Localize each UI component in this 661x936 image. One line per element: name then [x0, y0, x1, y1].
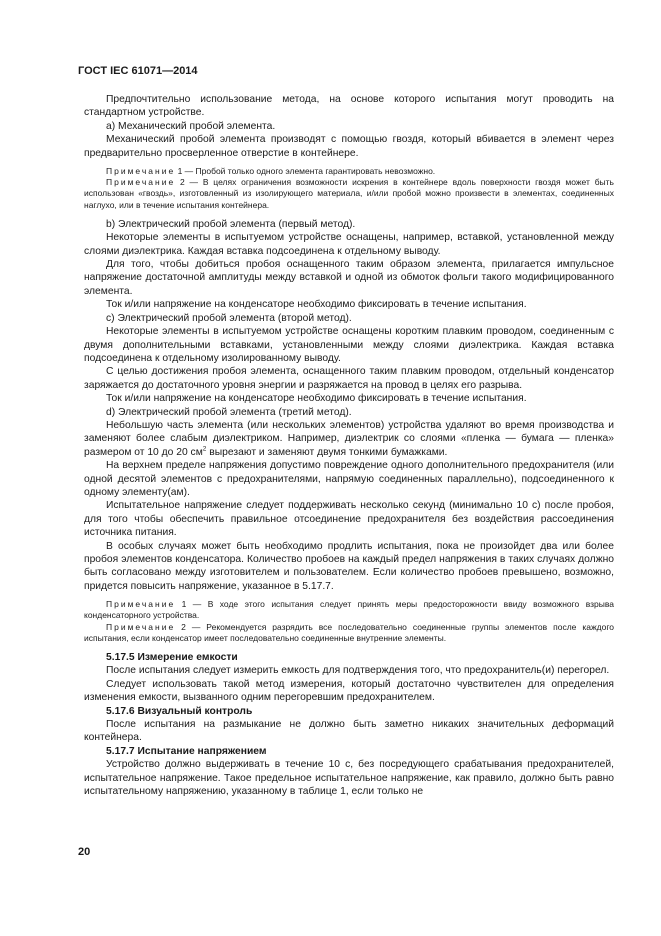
paragraph: На верхнем пределе напряжения допустимо повреждение одного дополнительного предохранителя (или одной десятой элементов с предохранителями, напрямую соединенных параллельно), подсоединенного к одному элементу(ам).: [84, 460, 614, 498]
note-prefix: Примечание: [106, 177, 176, 188]
paragraph: Следует использовать такой метод измерения, который достаточно чувствителен для определения изменения емкости, вызванного одним перегоревшим предохранителем.: [84, 678, 614, 704]
list-item-a: a) Механический пробой элемента.: [106, 120, 276, 132]
note-text: 1 — Пробой только одного элемента гарантировать невозможно.: [175, 166, 436, 177]
document-body: [84, 93, 614, 799]
paragraph-text: Небольшую часть элемента (или нескольких элементов) устройства удаляют во время производства и заменяют более слабым диэлектриком. Например, диэлектрик со слоями «пленка — бумага — пленка» размером от 10 до 20 см: [84, 419, 614, 458]
paragraph: Испытательное напряжение следует поддерживать несколько секунд (минимально 10 с) после пробоя, для того чтобы обеспечить правильное отсоединение предохранителя без воздействия рассоединения источника питания.: [84, 500, 614, 539]
note-text: 1 — В ходе этого испытания следует принять меры предосторожности ввиду возможного взрыва конденсаторного устройства.: [84, 599, 614, 621]
paragraph: Некоторые элементы в испытуемом устройстве оснащены, например, вставкой, установленной между слоями диэлектрика. Каждая вставка подсоединена к отдельному выводу.: [84, 232, 614, 257]
section-heading: 5.17.7 Испытание напряжением: [106, 745, 267, 757]
note-2: [84, 177, 614, 211]
paragraph: Предпочтительно использование метода, на основе которого испытания могут проводить на стандартном устройстве.: [84, 94, 614, 119]
paragraph: После испытания следует измерить емкость для подтверждения того, что предохранитель(и) перегорел.: [106, 665, 610, 677]
paragraph: После испытания на размыкание не должно быть заметно никаких значительных деформаций контейнера.: [84, 719, 614, 744]
note-1: [84, 166, 614, 177]
list-item-b: b) Электрический пробой элемента (первый метод).: [106, 218, 356, 230]
section-heading: 5.17.5 Измерение емкости: [106, 652, 238, 664]
paragraph: [84, 419, 614, 459]
section-heading: 5.17.6 Визуальный контроль: [106, 705, 253, 717]
paragraph: В особых случаях может быть необходимо продлить испытания, пока не произойдет два или более пробоя элементов конденсатора. Количество пробоев на каждый предел напряжения в таких случаях должно быть согласовано между изготовителем и пользователем. Если количество пробоев превышено, возможно, придется повысить напряжение, указанное в 5.17.7.: [84, 540, 614, 592]
paragraph: С целью достижения пробоя элемента, оснащенного таким плавким проводом, отдельный конденсатор заряжается до достаточного уровня энергии и разряжается на провод в целях его разрыва.: [84, 366, 614, 391]
note-text: 2 — В целях ограничения возможности искрения в контейнере вдоль поверхности гвоздя может быть использован «гвоздь», изготовленный из изолирующего материала, и/или пробой можно произвести в элементах, соединенных наглухо, или в течение испытания контейнера.: [84, 177, 614, 210]
note-text: 2 — Рекомендуется разрядить все последовательно соединенные группы элементов после каждого испытания, если конденсатор имеет последовательно соединенные внутренние элементы.: [84, 621, 614, 643]
document-header: ГОСТ IEC 61071—2014: [78, 65, 198, 77]
paragraph: Некоторые элементы в испытуемом устройстве оснащены коротким плавким проводом, соединенным с двумя дополнительными вставками, установленными между слоями диэлектрика. Каждая вставка подсоединена к отдельному изолированному выводу.: [84, 326, 614, 364]
list-item-d: d) Электрический пробой элемента (третий метод).: [106, 406, 352, 418]
note-4: [84, 622, 614, 644]
paragraph: Ток и/или напряжение на конденсаторе необходимо фиксировать в течение испытания.: [106, 393, 527, 405]
list-item-c: c) Электрический пробой элемента (второй метод).: [106, 312, 352, 324]
superscript: 2: [202, 445, 207, 453]
page-number: 20: [78, 846, 91, 858]
note-3: [84, 599, 614, 621]
paragraph: Механический пробой элемента производят с помощью гвоздя, который вбивается в элемент через предварительно просверленное отверстие в контейнере.: [84, 134, 614, 159]
note-prefix: Примечание: [106, 621, 176, 632]
paragraph: Устройство должно выдерживать в течение 10 с, без посредующего срабатывания предохранителей, испытательное напряжение. Такое предельное испытательное напряжение, как правило, должно быть равно испытательному напряжению, указанному в таблице 1, если только не: [84, 759, 614, 798]
paragraph-text: вырезают и заменяют двумя тонкими бумажками.: [206, 446, 448, 458]
note-prefix: Примечание: [106, 166, 176, 177]
note-prefix: Примечание: [106, 599, 176, 610]
paragraph: Ток и/или напряжение на конденсаторе необходимо фиксировать в течение испытания.: [106, 299, 527, 311]
paragraph: Для того, чтобы добиться пробоя оснащенного таким образом элемента, прилагается импульсное напряжение достаточной амплитуды между вставкой и одной из обмоток фольги такого модифицированного элемента.: [84, 259, 614, 297]
